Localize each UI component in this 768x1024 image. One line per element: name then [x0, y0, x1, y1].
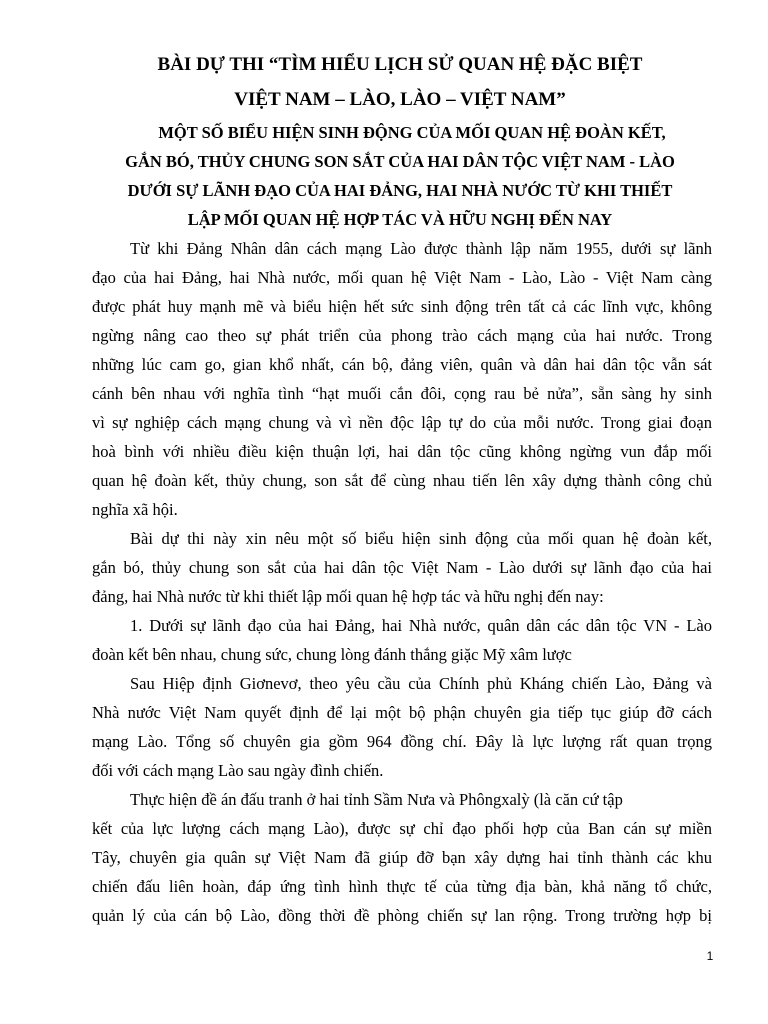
body-line: cánh bên nhau với nghĩa tình “hạt muối cắn đôi, cọng rau bẻ nửa”, sẵn sàng hy sinh [92, 384, 712, 403]
body-line: Sau Hiệp định Giơnevơ, theo yêu cầu của Chính phủ Kháng chiến Lào, Đảng và [130, 674, 712, 693]
page-number: 1 [706, 949, 714, 963]
document-title-line-1: BÀI DỰ THI “TÌM HIỂU LỊCH SỬ QUAN HỆ ĐẶC BIỆT [157, 54, 643, 75]
subtitle-line: GẮN BÓ, THỦY CHUNG SON SẮT CỦA HAI DÂN TỘC VIỆT NAM - LÀO [125, 152, 675, 171]
body-line: đảng, hai Nhà nước từ khi thiết lập mối quan hệ hợp tác và hữu nghị đến nay: [92, 587, 604, 606]
body-line: kết của lực lượng cách mạng Lào), được sự chỉ đạo phối hợp của Ban cán sự miền [92, 819, 712, 838]
body-line: quản lý của cán bộ Lào, đồng thời đề phòng chiến sự lan rộng. Trong trường hợp bị [92, 906, 712, 925]
body-line: ngừng nâng cao theo sự phát triển của phong trào cách mạng của hai nước. Trong [92, 326, 712, 345]
body-line: vì sự nghiệp cách mạng chung và vì nền độc lập tự do của mỗi nước. Trong giai đoạn [92, 413, 712, 432]
body-line: mạng Lào. Tổng số chuyên gia gồm 964 đồng chí. Đây là lực lượng rất quan trọng [92, 732, 712, 751]
body-line: quan hệ đoàn kết, thủy chung, son sắt để cùng nhau tiến lên xây dựng thành công chủ [92, 471, 712, 490]
subtitle-line: LẬP MỐI QUAN HỆ HỢP TÁC VÀ HỮU NGHỊ ĐẾN NAY [187, 210, 613, 229]
body-line: những lúc cam go, gian khổ nhất, cán bộ, đảng viên, quân và dân hai dân tộc vẫn sát [92, 355, 712, 374]
section-heading-line: đoàn kết bên nhau, chung sức, chung lòng đánh thắng giặc Mỹ xâm lược [92, 645, 572, 664]
body-line: Tây, chuyên gia quân sự Việt Nam đã giúp đỡ bạn xây dựng hai tỉnh thành các khu [92, 848, 712, 867]
section-heading-line: 1. Dưới sự lãnh đạo của hai Đảng, hai Nhà nước, quân dân các dân tộc VN - Lào [130, 616, 712, 635]
subtitle-line: DƯỚI SỰ LÃNH ĐẠO CỦA HAI ĐẢNG, HAI NHÀ NƯỚC TỪ KHI THIẾT [127, 181, 673, 200]
body-line: hoà bình với nhiều điều kiện thuận lợi, hai dân tộc cũng không ngừng vun đắp mối [92, 442, 712, 461]
body-line: Từ khi Đảng Nhân dân cách mạng Lào được thành lập năm 1955, dưới sự lãnh [130, 239, 712, 258]
document-title-line-2: VIỆT NAM – LÀO, LÀO – VIỆT NAM” [234, 89, 566, 110]
body-line: được phát huy mạnh mẽ và biểu hiện hết sức sinh động trên tất cả các lĩnh vực, không [92, 297, 712, 316]
body-line: đạo của hai Đảng, hai Nhà nước, mối quan hệ Việt Nam - Lào, Lào - Việt Nam càng [92, 268, 712, 287]
body-line: gắn bó, thủy chung son sắt của hai dân tộc Việt Nam - Lào dưới sự lãnh đạo của hai [92, 558, 712, 577]
body-line: nghĩa xã hội. [92, 500, 178, 519]
body-line: Bài dự thi này xin nêu một số biểu hiện sinh động của mối quan hệ đoàn kết, [130, 529, 712, 548]
subtitle-line: MỘT SỐ BIỂU HIỆN SINH ĐỘNG CỦA MỐI QUAN HỆ ĐOÀN KẾT, [158, 123, 666, 142]
body-line: Thực hiện đề án đấu tranh ở hai tỉnh Sầm Nưa và Phôngxalỳ (là căn cứ tập [130, 790, 623, 809]
body-line: chiến đấu liên hoàn, đáp ứng tình hình thực tế của từng địa bàn, khả năng tổ chức, [92, 877, 712, 896]
body-line: đối với cách mạng Lào sau ngày đình chiến. [92, 761, 384, 780]
body-line: Nhà nước Việt Nam quyết định để lại một bộ phận chuyên gia tiếp tục giúp đỡ cách [92, 703, 712, 722]
